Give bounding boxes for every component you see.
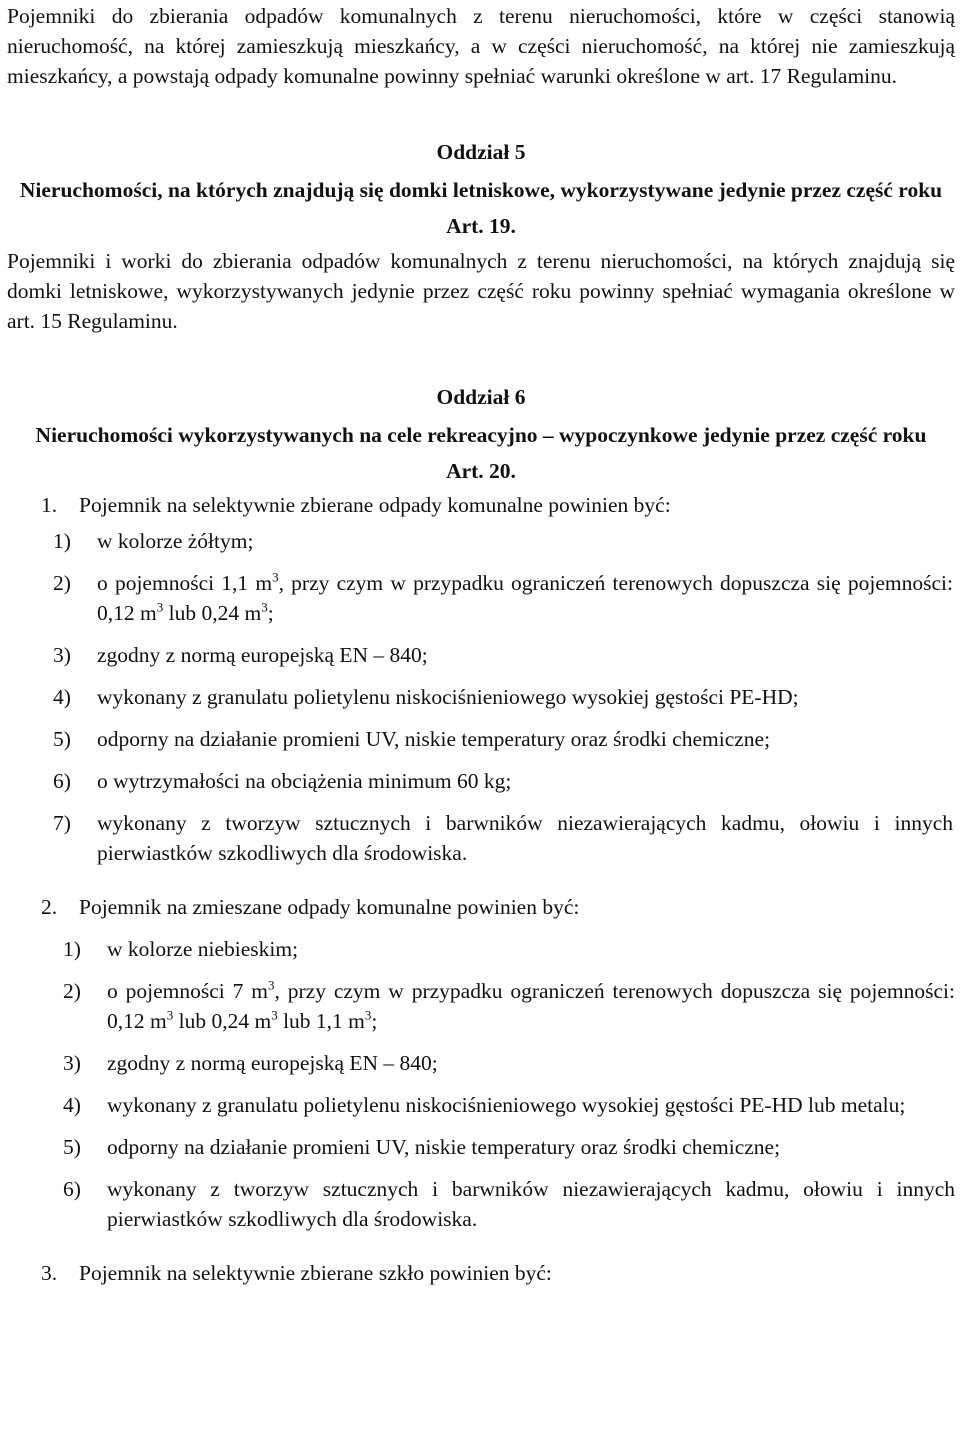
list-item [41, 1048, 955, 1078]
point-text: Pojemnik na zmieszane odpady komunalne powinien być: [79, 895, 580, 919]
item-text: o wytrzymałości na obciążenia minimum 60 kg; [97, 769, 512, 793]
item-text: w kolorze żółtym; [97, 529, 254, 553]
item-number: 3) [53, 643, 71, 667]
list-item [41, 1132, 955, 1162]
item-number: 5) [63, 1135, 81, 1159]
item-text: zgodny z normą europejską EN – 840; [107, 1051, 438, 1075]
item-text: zgodny z normą europejską EN – 840; [97, 643, 428, 667]
item-text: odporny na działanie promieni UV, niskie temperatury oraz środki chemiczne; [97, 727, 771, 751]
list-item [41, 1090, 955, 1120]
point-2-items [41, 934, 955, 1234]
section-5-heading: Oddział 5 [436, 140, 526, 164]
item-number: 7) [53, 811, 71, 835]
section-6-heading: Oddział 6 [436, 385, 526, 409]
list-item [41, 640, 955, 670]
section-6-title: Nieruchomości wykorzystywanych na cele rekreacyjno – wypoczynkowe jedynie przez część roku [35, 423, 927, 447]
point-number: 3. [41, 1261, 58, 1285]
item-number: 3) [63, 1051, 81, 1075]
section-5-title: Nieruchomości, na których znajdują się domki letniskowe, wykorzystywane jedynie przez część roku [19, 178, 943, 202]
document-page [7, 0, 955, 1288]
item-text: wykonany z granulatu polietylenu niskociśnieniowego wysokiej gęstości PE-HD lub metalu; [107, 1093, 906, 1117]
section-6 [7, 382, 955, 486]
list-item [41, 568, 955, 628]
section-5 [7, 137, 955, 336]
list-item [41, 1174, 955, 1234]
list-item [41, 934, 955, 964]
item-text: o pojemności 7 $m^3$, przy czym w przypadku ograniczeń terenowych dopuszcza się pojemności: 0,12 $m^3$ lub 0,24 $m^3$ lub 1,1 $m^3$; [107, 977, 955, 1033]
item-text: w kolorze niebieskim; [107, 937, 299, 961]
list-item [41, 766, 955, 796]
item-number: 5) [53, 727, 71, 751]
article-20-heading: Art. 20. [446, 459, 516, 483]
intro-paragraph: Pojemniki do zbierania odpadów komunalnych z terenu nieruchomości, które w części stanowią nieruchomość, na której zamieszkują mieszkańcy, a w części nieruchomość, na której nie zamieszkują mieszkańcy, a powstają odpady komunalne powinny spełniać warunki określone w art. 17 Regulaminu. [7, 4, 955, 88]
item-number: 4) [63, 1093, 81, 1117]
list-item [41, 976, 955, 1036]
item-number: 4) [53, 685, 71, 709]
list-item [41, 724, 955, 754]
item-number: 6) [63, 1177, 81, 1201]
point-text: Pojemnik na selektywnie zbierane odpady komunalne powinien być: [79, 493, 671, 517]
item-number: 6) [53, 769, 71, 793]
item-text: o pojemności 1,1 $m^3$, przy czym w przypadku ograniczeń terenowych dopuszcza się pojemności: 0,12 $m^3$ lub 0,24 $m^3$; [97, 569, 953, 625]
point-3-line [41, 1258, 955, 1288]
point-number: 1. [41, 493, 58, 517]
article-19-text: Pojemniki i worki do zbierania odpadów komunalnych z terenu nieruchomości, na których znajdują się domki letniskowe, wykorzystywanych jedynie przez część roku powinny spełniać wymagania określone w art. 15 Regulaminu. [7, 249, 955, 333]
item-number: 1) [53, 529, 71, 553]
point-1 [41, 490, 955, 868]
point-2 [41, 892, 955, 1234]
article-19-heading: Art. 19. [446, 214, 516, 238]
list-item [41, 526, 955, 556]
list-item [41, 808, 955, 868]
item-number: 2) [53, 571, 71, 595]
point-1-line [41, 490, 955, 520]
item-text: wykonany z granulatu polietylenu niskociśnieniowego wysokiej gęstości PE-HD; [97, 685, 799, 709]
item-text: wykonany z tworzyw sztucznych i barwników niezawierających kadmu, ołowiu i innych pierwiastków szkodliwych dla środowiska. [97, 811, 953, 865]
list-item [41, 682, 955, 712]
point-number: 2. [41, 895, 58, 919]
item-text: odporny na działanie promieni UV, niskie temperatury oraz środki chemiczne; [107, 1135, 781, 1159]
item-number: 1) [63, 937, 81, 961]
point-2-line [41, 892, 955, 922]
point-1-items [41, 526, 955, 868]
item-text: wykonany z tworzyw sztucznych i barwników niezawierających kadmu, ołowiu i innych pierwiastków szkodliwych dla środowiska. [107, 1177, 955, 1231]
point-text: Pojemnik na selektywnie zbierane szkło powinien być: [79, 1261, 552, 1285]
point-3 [41, 1258, 955, 1288]
item-number: 2) [63, 979, 81, 1003]
